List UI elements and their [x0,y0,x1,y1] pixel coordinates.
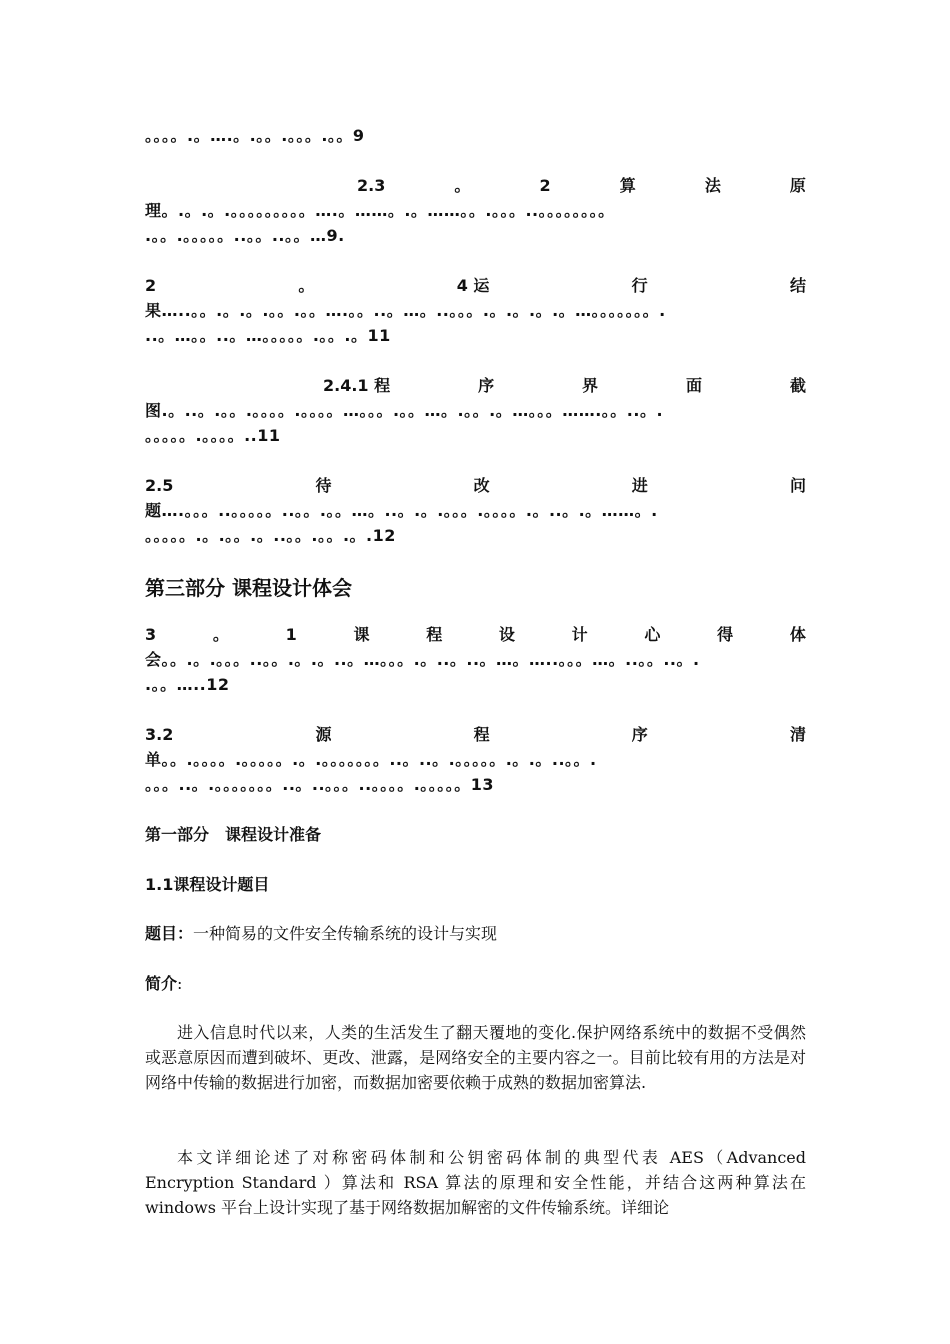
toc-entry-2-4[interactable] [145,273,806,348]
toc-leader: 理。.。.。.。。。。。。。。。….。……。.。……。。.。。。..。。。。。。。。 [145,201,615,220]
intro-colon: : [177,974,183,993]
toc-text: 3 [145,625,157,644]
intro-paragraph-1: 进入信息时代以来，人类的生活发生了翻天覆地的变化.保护网络系统中的数据不受偶然或恶意原因而遭到破坏、更改、泄露，是网络安全的主要内容之一。目前比较有用的方法是对网络中传输的数据进行加密，而数据加密要依赖于成熟的数据加密算法. [145,1023,806,1092]
toc-text: 进 [631,476,648,495]
toc-text: 3.2 [145,725,174,744]
toc-entry-2-4-1[interactable] [145,373,806,448]
toc-entry-2-5[interactable] [145,473,806,548]
toc-text: 4 运 [456,276,490,295]
toc-text: 2.3 [357,176,386,195]
toc-text: 序 [478,376,495,395]
part3-heading-block [145,572,806,601]
toc-page-number: 。。。。。.。.。。.。..。。.。。.。.12 [145,526,396,545]
toc-page-number: .。。.。。。。。..。。..。。…9. [145,226,345,245]
topic-text: 一种简易的文件安全传输系统的设计与实现 [193,924,498,943]
toc-text: 得 [717,625,734,644]
toc-text: 。 [298,276,315,295]
toc-text: 课 [353,625,370,644]
topic-label: 题目： [145,924,194,943]
intro-label: 简介 [145,974,178,993]
toc-text: 清 [789,725,806,744]
toc-text: 算 [619,176,636,195]
toc-title [145,722,806,747]
toc-text: 计 [571,625,588,644]
toc-leader: 。。。。.。….。.。。.。。。.。。9 [145,126,365,145]
toc-text: 程 [426,625,443,644]
toc-page-number: 。。。。。.。。。。..11 [145,426,281,445]
toc-text: 截 [789,376,806,395]
intro-paragraph-2: 本文详细论述了对称密码体制和公钥密码体制的典型代表 AES（Advanced Encryption Standard ）算法和 RSA 算法的原理和安全性能，并结合这两种算法在 windows 平台上设计实现了基于网络数据加解密的文件传输系统。详细论 [145,1148,806,1217]
topic-line [145,921,806,946]
toc-text: 1 [285,625,297,644]
intro-line [145,971,806,996]
toc-leader: 题….。。。..。。。。。..。。.。。…。..。.。.。。。.。。。。.。..。.。……。. [145,501,658,520]
toc-text: 行 [631,276,648,295]
toc-leader: 会。。.。.。。。..。。.。.。..。…。。。.。..。..。…。…..。。。…。..。。..。. [145,650,700,669]
part1-heading-block [145,822,806,845]
toc-text: 源 [315,725,332,744]
toc-text: 待 [315,476,332,495]
toc-title [145,173,806,198]
toc-text: 结 [789,276,806,295]
toc-text: 问 [789,476,806,495]
toc-leader: 图.。..。.。。.。。。。.。。。。…。。。.。。…。.。。.。…。。。…….。。..。. [145,401,664,420]
toc-page-number: .。。…..12 [145,675,230,694]
toc-entry [145,123,806,148]
toc-page-number: ..。…。。..。…。。。。。.。。.。11 [145,326,391,345]
toc-text: 2 [539,176,551,195]
toc-entry-3-2[interactable] [145,722,806,797]
toc-text: 改 [473,476,490,495]
toc-page-number: 。。。..。.。。。。。。。..。..。。。..。。。。.。。。。。13 [145,775,495,794]
toc-text: 设 [498,625,515,644]
toc-text: 2 [145,276,157,295]
toc-text: 序 [631,725,648,744]
toc-title [145,473,806,498]
toc-text: 法 [704,176,721,195]
toc-text: 面 [685,376,702,395]
toc-text: 。 [212,625,229,644]
section-heading-block [145,872,806,895]
toc-text: 2.4.1 程 [323,376,391,395]
section-1-1-heading: 1.1课程设计题目 [145,875,270,894]
toc-title [145,373,806,398]
toc-entry-3-1[interactable] [145,622,806,697]
toc-leader: 果…..。。.。.。.。。.。。….。。..。…。..。。。.。.。.。.。…。。。。。。。. [145,301,666,320]
toc-text: 。 [454,176,471,195]
toc-text: 体 [789,625,806,644]
toc-title [145,622,806,647]
toc-text: 界 [582,376,599,395]
toc-leader: 单。。.。。。。.。。。。。.。.。。。。。。。..。..。.。。。。。.。.。..。。. [145,750,597,769]
toc-text: 2.5 [145,476,174,495]
toc-text: 心 [644,625,661,644]
toc-title [145,273,806,298]
part3-heading: 第三部分 课程设计体会 [145,576,352,600]
toc-entry-2-3[interactable] [145,173,806,248]
toc-text: 原 [789,176,806,195]
toc-text: 程 [473,725,490,744]
part1-heading: 第一部分 课程设计准备 [145,825,322,844]
